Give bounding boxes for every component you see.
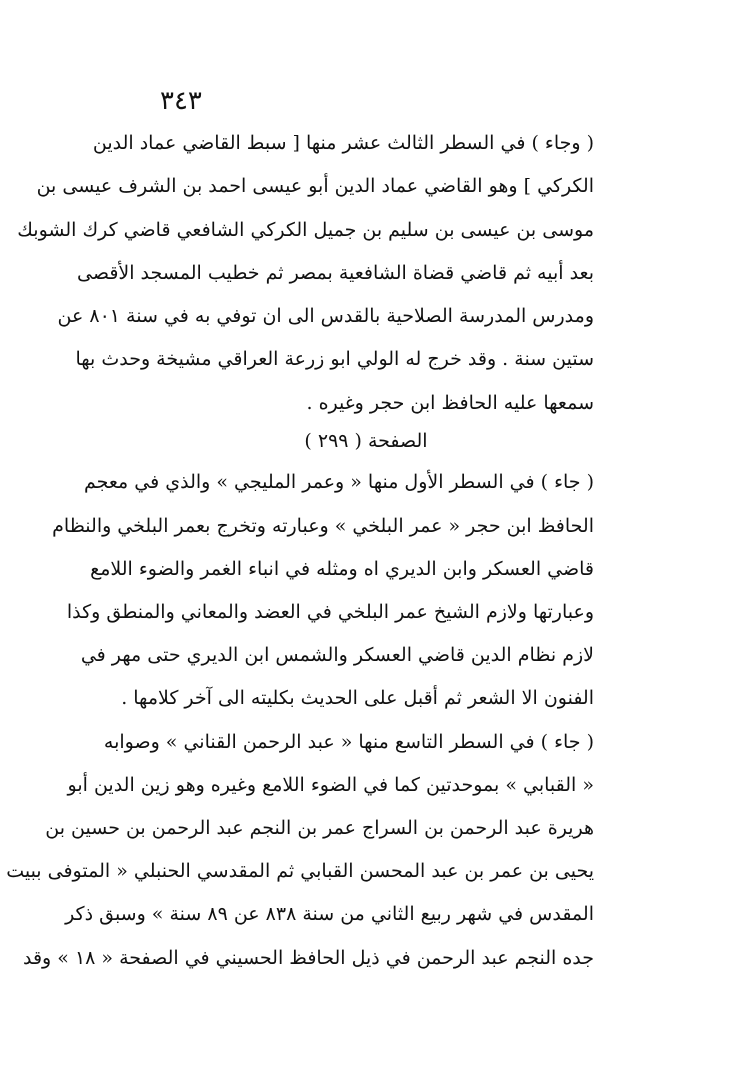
text-line: المقدس في شهر ربيع الثاني من سنة ٨٣٨ عن ٨٩ سنة » وسبق ذكر [65,903,594,925]
section-heading: الصفحة ( ٢٩٩ ) [304,430,428,452]
text-line: جده النجم عبد الرحمن في ذيل الحافظ الحسيني في الصفحة « ١٨ » وقد [23,947,594,969]
text-line: موسى بن عيسى بن سليم بن جميل الكركي الشافعي قاضي كرك الشوبك [17,219,594,241]
text-line: ( جاء ) في السطر التاسع منها « عبد الرحمن القناني » وصوابه [103,731,594,753]
text-line: بعد أبيه ثم قاضي قضاة الشافعية بمصر ثم خطيب المسجد الأقصى [77,262,594,284]
text-line: لازم نظام الدين قاضي العسكر والشمس ابن الديري حتى مهر في [80,644,594,666]
text-line: ( جاء ) في السطر الأول منها « وعمر المليجي » والذي في معجم [83,471,594,493]
text-line: « القبابي » بموحدتين كما في الضوء اللامع وغيره وهو زين الدين أبو [67,774,594,796]
text-line: الكركي ] وهو القاضي عماد الدين أبو عيسى احمد بن الشرف عيسى بن [36,175,594,197]
text-line: ستين سنة . وقد خرج له الولي ابو زرعة العراقي مشيخة وحدث بها [75,348,594,370]
text-line: وعبارتها ولازم الشيخ عمر البلخي في العضد والمعاني والمنطق وكذا [66,601,594,623]
text-line: ( وجاء ) في السطر الثالث عشر منها [ سبط القاضي عماد الدين [92,132,594,154]
text-line: الفنون الا الشعر ثم أقبل على الحديث بكليته الى آخر كلامها . [121,687,594,709]
text-line: يحيى بن عمر بن عبد المحسن القبابي ثم المقدسي الحنبلي « المتوفى ببيت [6,860,594,882]
text-line: الحافظ ابن حجر « عمر البلخي » وعبارته وتخرج بعمر البلخي والنظام [52,515,594,537]
text-line: ومدرس المدرسة الصلاحية بالقدس الى ان توفي به في سنة ٨٠١ عن [57,305,594,327]
page-number: ٣٤٣ [160,86,202,116]
text-line: سمعها عليه الحافظ ابن حجر وغيره . [306,392,594,414]
text-line: هريرة عبد الرحمن بن السراج عمر بن النجم عبد الرحمن بن حسين بن [45,817,594,839]
text-line: قاضي العسكر وابن الديري اه ومثله في انباء الغمر والضوء اللامع [90,558,594,580]
